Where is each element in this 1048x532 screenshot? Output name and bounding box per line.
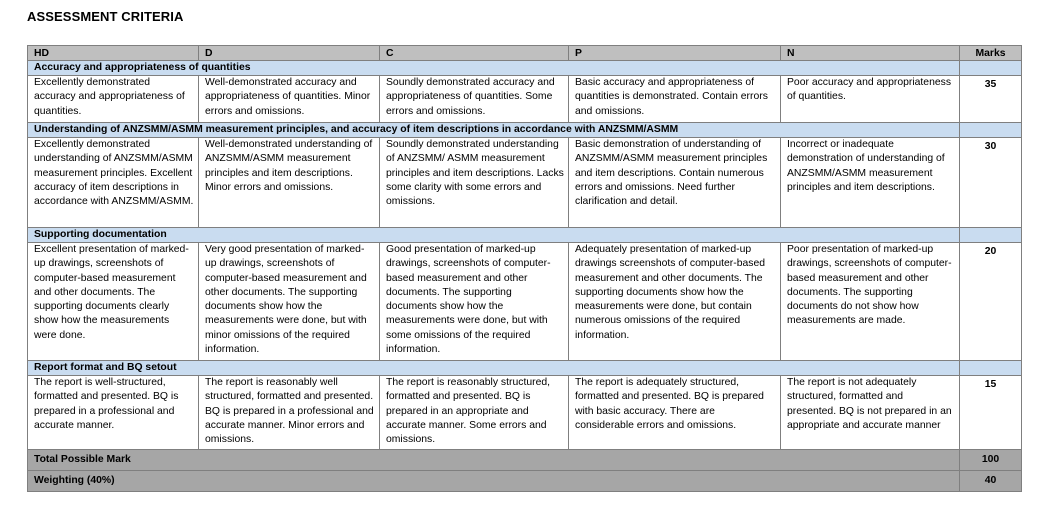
- total-value: 100: [960, 450, 1022, 471]
- section-title: Understanding of ANZSMM/ASMM measurement principles, and accuracy of item descriptions in accordance with ANZSMM/ASMM: [28, 123, 960, 138]
- assessment-criteria-table: [27, 45, 1022, 492]
- column-header-d: D: [199, 46, 380, 61]
- weighting-label: Weighting (40%): [28, 471, 960, 492]
- section-row: [28, 228, 1022, 243]
- criterion-row: [28, 138, 1022, 228]
- c-descriptor: Good presentation of marked-up drawings, screenshots of computer-based measurement and other documents. The supporting documents show how the measurements were done, but with some omissions of the required information.: [380, 243, 569, 361]
- section-marks-blank: [960, 123, 1022, 138]
- total-row: [28, 450, 1022, 471]
- n-descriptor: The report is not adequately structured, formatted and presented. BQ is not prepared in an appropriate and accurate manner: [781, 376, 960, 450]
- hd-descriptor: Excellently demonstrated understanding of ANZSMM/ASMM measurement principles. Excellent accuracy of item descriptions in accordance with ANZSMM/ASMM.: [28, 138, 199, 228]
- section-marks-blank: [960, 361, 1022, 376]
- criterion-row: [28, 243, 1022, 361]
- hd-descriptor: Excellent presentation of marked-up drawings, screenshots of computer-based measurement and other documents. The supporting documents clearly show how the measurements were done.: [28, 243, 199, 361]
- criterion-marks: 35: [960, 76, 1022, 123]
- n-descriptor: Poor accuracy and appropriateness of quantities.: [781, 76, 960, 123]
- section-title: Accuracy and appropriateness of quantities: [28, 61, 960, 76]
- section-row: [28, 61, 1022, 76]
- criterion-marks: 30: [960, 138, 1022, 228]
- hd-descriptor: Excellently demonstrated accuracy and appropriateness of quantities.: [28, 76, 199, 123]
- p-descriptor: Basic accuracy and appropriateness of quantities is demonstrated. Contain errors and omissions.: [569, 76, 781, 123]
- column-header-hd: HD: [28, 46, 199, 61]
- c-descriptor: The report is reasonably structured, formatted and presented. BQ is prepared in an appropriate and accurate manner. Some errors and omissions.: [380, 376, 569, 450]
- d-descriptor: Very good presentation of marked-up drawings, screenshots of computer-based measurement and other documents. The supporting documents show how the measurements were done, but with minor omissions of the required information.: [199, 243, 380, 361]
- weighting-row: [28, 471, 1022, 492]
- column-header-marks: Marks: [960, 46, 1022, 61]
- d-descriptor: Well-demonstrated understanding of ANZSMM/ASMM measurement principles and item descriptions. Minor errors and omissions.: [199, 138, 380, 228]
- d-descriptor: The report is reasonably well structured, formatted and presented. BQ is prepared in a professional and accurate manner. Minor errors and omissions.: [199, 376, 380, 450]
- d-descriptor: Well-demonstrated accuracy and appropriateness of quantities. Minor errors and omissions.: [199, 76, 380, 123]
- n-descriptor: Poor presentation of marked-up drawings, screenshots of computer-based measurement and other documents. The supporting documents do not show how measurements are made.: [781, 243, 960, 361]
- criterion-marks: 15: [960, 376, 1022, 450]
- section-title: Supporting documentation: [28, 228, 960, 243]
- column-header-n: N: [781, 46, 960, 61]
- p-descriptor: Basic demonstration of understanding of ANZSMM/ASMM measurement principles and item descriptions. Contain numerous errors and omissions. Need further clarification and detail.: [569, 138, 781, 228]
- header-row: [28, 46, 1022, 61]
- weighting-value: 40: [960, 471, 1022, 492]
- criterion-marks: 20: [960, 243, 1022, 361]
- criterion-row: [28, 376, 1022, 450]
- section-title: Report format and BQ setout: [28, 361, 960, 376]
- section-row: [28, 361, 1022, 376]
- p-descriptor: The report is adequately structured, formatted and presented. BQ is prepared with basic accuracy. There are considerable errors and omissions.: [569, 376, 781, 450]
- total-label: Total Possible Mark: [28, 450, 960, 471]
- criterion-row: [28, 76, 1022, 123]
- c-descriptor: Soundly demonstrated understanding of ANZSMM/ ASMM measurement principles and item descriptions. Lacks some clarity with some errors and omissions.: [380, 138, 569, 228]
- column-header-c: C: [380, 46, 569, 61]
- page-title: ASSESSMENT CRITERIA: [27, 9, 184, 24]
- section-marks-blank: [960, 228, 1022, 243]
- c-descriptor: Soundly demonstrated accuracy and appropriateness of quantities. Some errors and omissions.: [380, 76, 569, 123]
- section-row: [28, 123, 1022, 138]
- section-marks-blank: [960, 61, 1022, 76]
- n-descriptor: Incorrect or inadequate demonstration of understanding of ANZSMM/ASMM measurement principles and item descriptions.: [781, 138, 960, 228]
- hd-descriptor: The report is well-structured, formatted and presented. BQ is prepared in a professional and accurate manner.: [28, 376, 199, 450]
- p-descriptor: Adequately presentation of marked-up drawings screenshots of computer-based measurement and other documents. The supporting documents show how the measurements were done, but contain numerous omissions of the required information.: [569, 243, 781, 361]
- column-header-p: P: [569, 46, 781, 61]
